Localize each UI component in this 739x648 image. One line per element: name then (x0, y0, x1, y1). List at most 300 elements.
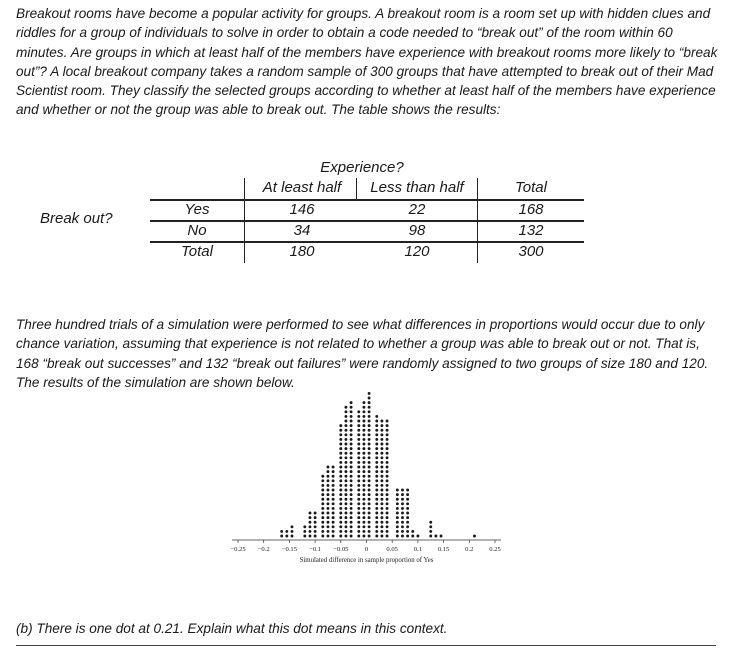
dot (339, 443, 342, 446)
dot (396, 502, 399, 505)
dot (309, 525, 312, 528)
dot (375, 429, 378, 432)
dot (368, 484, 371, 487)
dot (368, 424, 371, 427)
dot (362, 452, 365, 455)
dot (357, 489, 360, 492)
dot (386, 456, 389, 459)
dot (350, 470, 353, 473)
dot (380, 479, 383, 482)
dot (350, 443, 353, 446)
dot (280, 535, 283, 538)
dot (362, 521, 365, 524)
dot (473, 535, 476, 538)
dot (285, 535, 288, 538)
dot (314, 521, 317, 524)
dot (344, 484, 347, 487)
dot (368, 498, 371, 501)
dot (375, 507, 378, 510)
dot (396, 516, 399, 519)
dot (327, 530, 330, 533)
dot (357, 493, 360, 496)
dot (401, 521, 404, 524)
dot (339, 433, 342, 436)
dot (291, 535, 294, 538)
dot (401, 512, 404, 515)
dot (339, 466, 342, 469)
dot (339, 535, 342, 538)
dot (350, 479, 353, 482)
dot (380, 466, 383, 469)
dot (368, 479, 371, 482)
dot (401, 502, 404, 505)
cell-total-less-than-half: 120 (404, 243, 430, 260)
dot (321, 475, 324, 478)
dot (375, 530, 378, 533)
dot (375, 470, 378, 473)
dot (406, 507, 409, 510)
cell-yes-less-than-half: 22 (408, 201, 426, 218)
dot (386, 507, 389, 510)
dot (344, 466, 347, 469)
dot (362, 502, 365, 505)
dot (380, 521, 383, 524)
dot (368, 530, 371, 533)
dot (386, 530, 389, 533)
dot (350, 456, 353, 459)
dot (339, 447, 342, 450)
x-tick-label: −0.15 (281, 546, 298, 553)
dot (350, 507, 353, 510)
dot (362, 525, 365, 528)
dot (344, 447, 347, 450)
dot (362, 461, 365, 464)
dot (368, 429, 371, 432)
dot (350, 466, 353, 469)
dot (321, 479, 324, 482)
dot (396, 498, 399, 501)
dot (357, 415, 360, 418)
dot (380, 489, 383, 492)
row-label-total: Total (181, 243, 213, 260)
dot (362, 456, 365, 459)
dot (362, 410, 365, 413)
dot (368, 535, 371, 538)
dot (362, 470, 365, 473)
dot (344, 479, 347, 482)
dot (406, 530, 409, 533)
dot (344, 530, 347, 533)
dot (375, 489, 378, 492)
dot (344, 433, 347, 436)
dot (368, 521, 371, 524)
dot (350, 475, 353, 478)
dot (362, 530, 365, 533)
dot (339, 512, 342, 515)
dot (344, 470, 347, 473)
dot (406, 502, 409, 505)
dot (321, 530, 324, 533)
dot (375, 479, 378, 482)
simulation-paragraph: Three hundred trials of a simulation were performed to see what differences in proportions would occur due to only chance variation, assuming that experience is not related to whether a group was able to break out or not. That is, 168 “break out successes” and 132 “break out failures” were randomly assigned to two groups of size 180 and 120. The results of the simulation are shown below. (16, 317, 709, 390)
dot (429, 530, 432, 533)
dot (327, 535, 330, 538)
dot (357, 470, 360, 473)
row-group-label-break-out: Break out? (40, 210, 113, 227)
dot (285, 530, 288, 533)
dot (375, 502, 378, 505)
dot (386, 521, 389, 524)
dot (386, 479, 389, 482)
dot (396, 489, 399, 492)
dot (314, 530, 317, 533)
dot (327, 489, 330, 492)
dot (321, 507, 324, 510)
dot (350, 447, 353, 450)
dot (429, 525, 432, 528)
dot (375, 433, 378, 436)
dot (309, 530, 312, 533)
cell-total-at-least-half: 180 (289, 243, 315, 260)
dot (368, 392, 371, 395)
dot (386, 466, 389, 469)
dot (344, 429, 347, 432)
dot (339, 521, 342, 524)
dot (386, 525, 389, 528)
dot (380, 484, 383, 487)
dot (386, 516, 389, 519)
dot (396, 521, 399, 524)
dot (375, 484, 378, 487)
dot (332, 516, 335, 519)
x-tick-label: −0.25 (230, 546, 246, 553)
dot (339, 452, 342, 455)
dot (357, 530, 360, 533)
dot (350, 525, 353, 528)
dot (380, 456, 383, 459)
dot (350, 401, 353, 404)
dot (357, 479, 360, 482)
column-header-total: Total (515, 179, 547, 196)
dot (396, 525, 399, 528)
dot (350, 521, 353, 524)
dot (380, 530, 383, 533)
dot (332, 475, 335, 478)
dot (321, 502, 324, 505)
dot (411, 535, 414, 538)
dot (429, 535, 432, 538)
dot (327, 521, 330, 524)
dot (362, 443, 365, 446)
cell-grand-total: 300 (518, 243, 544, 260)
dot (386, 475, 389, 478)
dot (350, 452, 353, 455)
table-header-experience: Experience? (320, 159, 404, 176)
row-label-no: No (187, 222, 207, 239)
dot (368, 420, 371, 423)
dot (386, 420, 389, 423)
dot (386, 502, 389, 505)
dot (344, 535, 347, 538)
dot (380, 420, 383, 423)
table-divider-middle (356, 178, 357, 199)
dot (375, 420, 378, 423)
simulation-dotplot (225, 385, 515, 575)
dot (368, 466, 371, 469)
question-b: (b) There is one dot at 0.21. Explain what this dot means in this context. (16, 621, 448, 636)
dot (357, 420, 360, 423)
dot (368, 507, 371, 510)
dot (339, 516, 342, 519)
dot (375, 516, 378, 519)
dot (344, 502, 347, 505)
bottom-rule (16, 645, 716, 646)
dot (362, 466, 365, 469)
dot (327, 493, 330, 496)
dot (401, 489, 404, 492)
x-tick-label: 0.2 (465, 546, 474, 553)
dot (309, 535, 312, 538)
dot (396, 512, 399, 515)
dot (362, 489, 365, 492)
dot (332, 484, 335, 487)
dot (339, 489, 342, 492)
dot (291, 530, 294, 533)
dot (380, 461, 383, 464)
dot (357, 443, 360, 446)
dot (380, 424, 383, 427)
x-tick-label: −0.2 (257, 546, 270, 553)
dot (362, 438, 365, 441)
dot (344, 512, 347, 515)
dot (303, 525, 306, 528)
dot (332, 479, 335, 482)
dot (344, 420, 347, 423)
dot (280, 530, 283, 533)
dot (357, 512, 360, 515)
dot (357, 475, 360, 478)
dot (350, 420, 353, 423)
dot (406, 498, 409, 501)
x-tick-label: −0.05 (333, 546, 349, 553)
dot (350, 406, 353, 409)
dot (327, 516, 330, 519)
dot (339, 429, 342, 432)
dot (386, 461, 389, 464)
dot (362, 535, 365, 538)
dot (375, 461, 378, 464)
dot (401, 498, 404, 501)
dot (327, 484, 330, 487)
dot (303, 530, 306, 533)
dot (357, 424, 360, 427)
dot (440, 535, 443, 538)
dot (327, 466, 330, 469)
dot (396, 493, 399, 496)
dot (368, 433, 371, 436)
dot (350, 410, 353, 413)
cell-no-less-than-half: 98 (408, 222, 426, 239)
dot (350, 484, 353, 487)
dot (350, 516, 353, 519)
cell-yes-total: 168 (518, 201, 544, 218)
dot (380, 502, 383, 505)
dot (386, 447, 389, 450)
dot (375, 475, 378, 478)
dot (406, 521, 409, 524)
dot (362, 493, 365, 496)
dot (357, 502, 360, 505)
dot (368, 489, 371, 492)
dot (368, 410, 371, 413)
x-tick-label: −0.1 (309, 546, 322, 553)
dot (362, 433, 365, 436)
x-tick-label: 0.1 (413, 546, 423, 553)
dot (368, 516, 371, 519)
dot (362, 516, 365, 519)
dot (368, 452, 371, 455)
dot (350, 489, 353, 492)
dot (380, 433, 383, 436)
dot (362, 479, 365, 482)
dot (321, 512, 324, 515)
dot (332, 512, 335, 515)
dot (429, 521, 432, 524)
dot (375, 447, 378, 450)
two-way-table (0, 155, 739, 265)
dot (344, 406, 347, 409)
dot (344, 452, 347, 455)
dot (344, 475, 347, 478)
dot (406, 525, 409, 528)
dot (327, 475, 330, 478)
dot (357, 525, 360, 528)
dot (321, 516, 324, 519)
dot (368, 438, 371, 441)
dot (375, 443, 378, 446)
dot (339, 484, 342, 487)
dot (339, 475, 342, 478)
x-axis-title: Simulated difference in sample proportion of Yes (299, 557, 434, 564)
dot (380, 516, 383, 519)
dot (357, 456, 360, 459)
dot (344, 443, 347, 446)
dot (309, 512, 312, 515)
dot (339, 479, 342, 482)
dot (350, 530, 353, 533)
dot (321, 493, 324, 496)
dot (344, 424, 347, 427)
dot (332, 489, 335, 492)
dot (396, 530, 399, 533)
dot (362, 420, 365, 423)
dot (362, 424, 365, 427)
dot (362, 484, 365, 487)
dot (362, 401, 365, 404)
dot (309, 521, 312, 524)
dot (344, 410, 347, 413)
dot (344, 521, 347, 524)
dot (344, 498, 347, 501)
dot (327, 479, 330, 482)
dot (350, 493, 353, 496)
dot (375, 424, 378, 427)
dot (344, 438, 347, 441)
dot (332, 507, 335, 510)
dot (344, 507, 347, 510)
dot (350, 461, 353, 464)
dot (411, 530, 414, 533)
dot (368, 461, 371, 464)
row-label-yes: Yes (184, 201, 210, 218)
x-tick-label: 0.15 (437, 546, 450, 553)
dotplot-svg (225, 385, 515, 575)
dot (314, 535, 317, 538)
dot (314, 516, 317, 519)
dot (401, 530, 404, 533)
dot (332, 535, 335, 538)
table-rule-middle (150, 220, 584, 222)
dot (380, 475, 383, 478)
dot (357, 410, 360, 413)
dot (386, 484, 389, 487)
dot (362, 406, 365, 409)
dot (368, 397, 371, 400)
dot (350, 498, 353, 501)
dot (375, 525, 378, 528)
dot (344, 493, 347, 496)
dot (332, 470, 335, 473)
dot (380, 447, 383, 450)
dot (350, 512, 353, 515)
dot (321, 489, 324, 492)
dot (291, 525, 294, 528)
dot (350, 429, 353, 432)
dot (327, 470, 330, 473)
dot (362, 475, 365, 478)
dot (339, 470, 342, 473)
dot (321, 484, 324, 487)
dot (357, 452, 360, 455)
dot (332, 530, 335, 533)
dot (314, 512, 317, 515)
dot (386, 424, 389, 427)
dot (344, 461, 347, 464)
dot (368, 470, 371, 473)
dot (309, 516, 312, 519)
dot (416, 535, 419, 538)
dot (386, 429, 389, 432)
dot (344, 516, 347, 519)
dot (339, 456, 342, 459)
dot (357, 498, 360, 501)
dot (380, 525, 383, 528)
dot (401, 493, 404, 496)
dot (327, 507, 330, 510)
dot (357, 433, 360, 436)
dot (380, 512, 383, 515)
dot (375, 535, 378, 538)
dot (350, 433, 353, 436)
dot (339, 502, 342, 505)
cell-no-at-least-half: 34 (293, 222, 311, 239)
dot (321, 525, 324, 528)
dot (368, 456, 371, 459)
dot (350, 502, 353, 505)
dot (386, 493, 389, 496)
dot (375, 466, 378, 469)
dot (368, 475, 371, 478)
